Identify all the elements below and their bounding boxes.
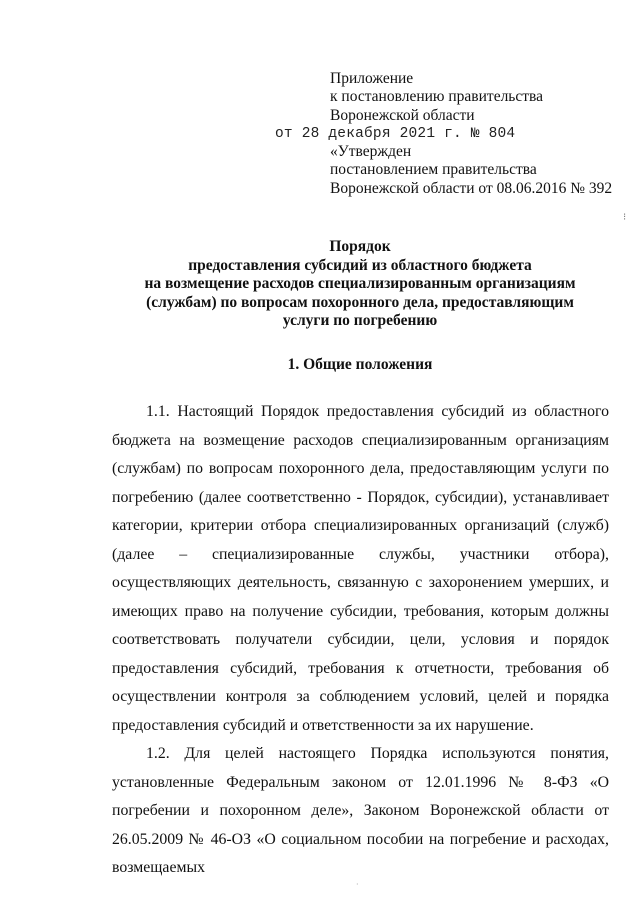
appendix-block [275, 70, 613, 198]
paragraph-1-2: 1.2. Для целей настоящего Порядка используются понятия, установленные Федеральным законом от 12.01.1996 № 8-ФЗ «О погребении и похоронном деле», Законом Воронежской области от 26.05.2009 № 46-ОЗ «О социальном пособии на погребение и расходах, возмещаемых [112, 745, 609, 876]
body-text [112, 398, 609, 883]
appendix-line: «Утвержден [330, 143, 412, 161]
appendix-line: постановлением правительства [330, 161, 537, 179]
margin-mark: ⁝ [623, 212, 627, 223]
paragraph-1-1: 1.1. Настоящий Порядок предоставления субсидий из областного бюджета на возмещение расходов специализированным организациям (службам) по вопросам похоронного дела, предоставляющим услуги по погребению (далее соответственно - Порядок, субсидии), устанавливает категории, критерии отбора специализированных организаций (служб) (далее – специализированные службы, участники отбора), осуществляющих деятельность, связанную с захоронением умерших, и имеющих право на получение субсидии, требования, которым должны соответствовать получатели субсидии, цели, условия и порядок предоставления субсидий, требования к отчетности, требования об осуществлении контроля за соблюдением условий, целей и порядка предоставления субсидий и ответственности за их нарушение. [112, 403, 609, 734]
appendix-line: Воронежской области от 08.06.2016 № 392 [330, 179, 613, 197]
title-line: Порядок [329, 238, 391, 255]
document-title [110, 238, 610, 331]
title-line: (службам) по вопросам похоронного дела, предоставляющим [146, 293, 574, 311]
appendix-line: к постановлению правительства [330, 88, 544, 106]
appendix-line: Воронежской области [330, 106, 475, 124]
appendix-line: Приложение [330, 70, 414, 87]
title-line: услуги по погребению [282, 312, 438, 329]
section-heading: 1. Общие положения [287, 356, 433, 373]
appendix-date-stamp: от 28 декабря 2021 г. № 804 [275, 125, 516, 142]
title-line: на возмещение расходов специализированным организациям [144, 275, 576, 292]
title-line: предоставления субсидий из областного бюджета [188, 256, 532, 274]
scan-dot: · [356, 880, 359, 889]
